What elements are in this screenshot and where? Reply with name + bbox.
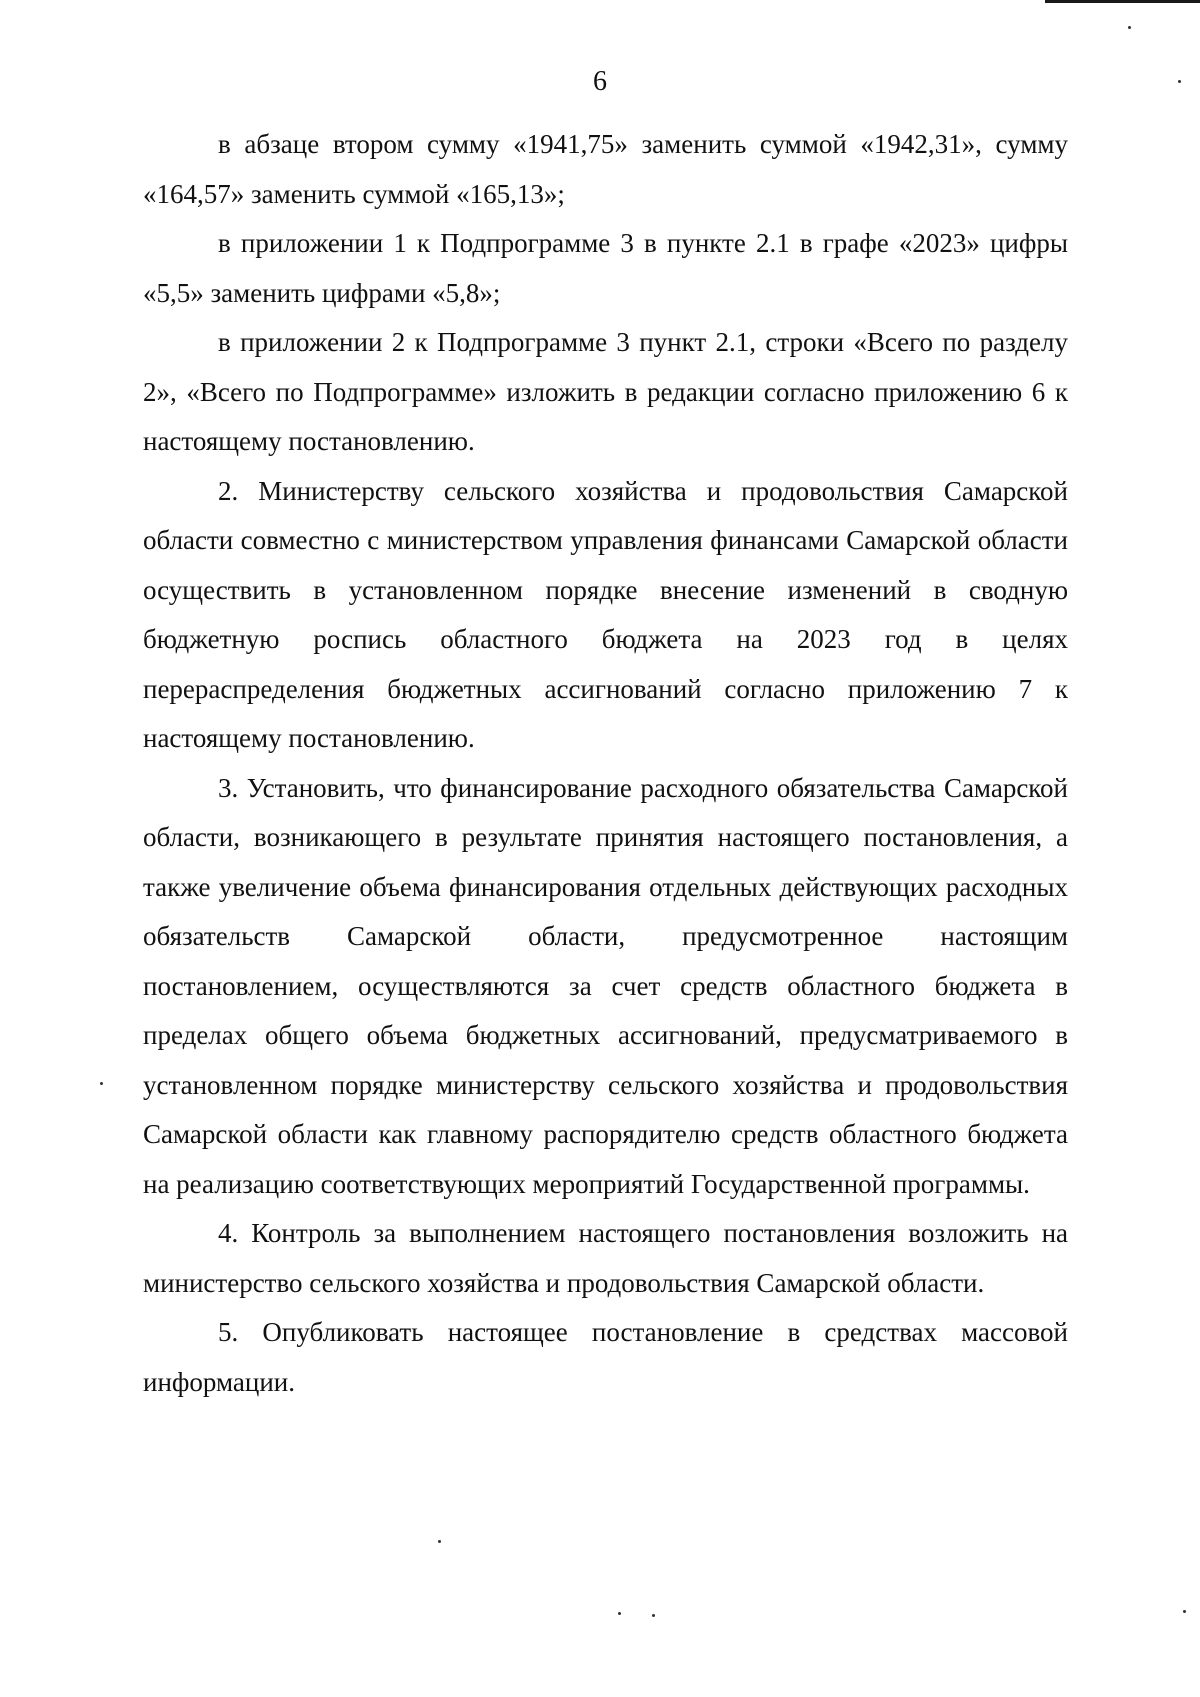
paragraph-appendix-2: в приложении 2 к Подпрограмме 3 пункт 2.1, строки «Всего по разделу 2», «Всего по Подпрограмме» изложить в редакции согласно приложению 6 к настоящему постановлению. bbox=[143, 327, 1068, 456]
scan-speck bbox=[618, 1612, 621, 1615]
paragraph-item-3: 3. Установить, что финансирование расходного обязательства Самарской области, возникающего в результате принятия настоящего постановления, а также увеличение объема финансирования отдельных действующих расходных обязательств Самарской области, предусмотренное настоящим постановлением, осуществляются за счет средств областного бюджета в пределах общего объема бюджетных ассигнований, предусматриваемого в установленном порядке министерству сельского хозяйства и продовольствия Самарской области как главному распорядителю средств областного бюджета на реализацию соответствующих мероприятий Государственной программы. bbox=[143, 772, 1068, 1199]
paragraph-appendix-1: в приложении 1 к Подпрограмме 3 в пункте 2.1 в графе «2023» цифры «5,5» заменить цифрами «5,8»; bbox=[143, 228, 1068, 308]
scan-speck bbox=[1183, 1610, 1186, 1613]
scan-speck bbox=[1128, 26, 1131, 29]
document-body bbox=[143, 120, 1068, 1407]
scan-speck bbox=[1178, 80, 1181, 83]
paragraph-item-4: 4. Контроль за выполнением настоящего постановления возложить на министерство сельского хозяйства и продовольствия Самарской области. bbox=[143, 1218, 1068, 1298]
paragraph-amount-replacement: в абзаце втором сумму «1941,75» заменить суммой «1942,31», сумму «164,57» заменить суммой «165,13»; bbox=[143, 129, 1068, 209]
top-edge-rule bbox=[1045, 0, 1200, 3]
scan-speck bbox=[100, 1082, 103, 1085]
scan-speck bbox=[438, 1540, 441, 1543]
paragraph-item-2: 2. Министерству сельского хозяйства и продовольствия Самарской области совместно с министерством управления финансами Самарской области осуществить в установленном порядке внесение изменений в сводную бюджетную роспись областного бюджета на 2023 год в целях перераспределения бюджетных ассигнований согласно приложению 7 к настоящему постановлению. bbox=[143, 475, 1068, 753]
scan-speck bbox=[652, 1614, 655, 1617]
paragraph-item-5: 5. Опубликовать настоящее постановление в средствах массовой информации. bbox=[143, 1317, 1068, 1397]
page-number: 6 bbox=[593, 66, 607, 97]
